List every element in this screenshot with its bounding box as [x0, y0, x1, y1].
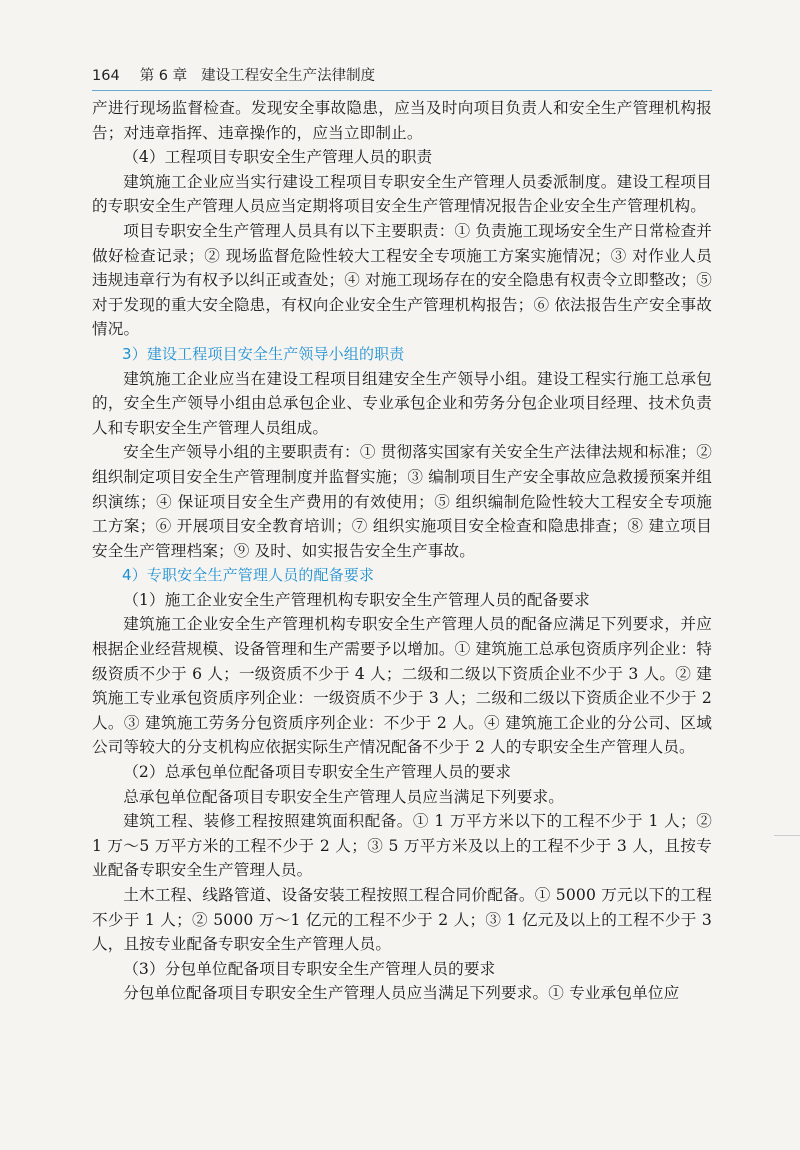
margin-mark: [774, 835, 800, 836]
body-paragraph: 建筑施工企业应当实行建设工程项目专职安全生产管理人员委派制度。建设工程项目的专职安全生产管理人员应当定期将项目安全生产管理情况报告企业安全生产管理机构。: [92, 172, 712, 216]
page-header: [92, 64, 712, 91]
subsection-heading: （4）工程项目专职安全生产管理人员的职责: [123, 148, 433, 167]
body-paragraph: 分包单位配备项目专职安全生产管理人员应当满足下列要求。① 专业承包单位应: [123, 984, 680, 1003]
body-paragraph: 安全生产领导小组的主要职责有：① 贯彻落实国家有关安全生产法律法规和标准；② 组织制定项目安全生产管理制度并监督实施；③ 编制项目生产安全事故应急救援预案并组织演练；④ 保证项目安全生产费用的有效使用；⑤ 组织编制危险性较大工程安全专项施工方案；⑥ 开展项目安全教育培训；⑦ 组织实施项目安全检查和隐患排查；⑧ 建立项目安全生产管理档案；⑨ 及时、如实报告安全生产事故。: [92, 443, 712, 560]
page-number: 164: [92, 68, 120, 84]
section-heading: 4）专职安全生产管理人员的配备要求: [122, 566, 375, 585]
chapter-title: 建设工程安全生产法律制度: [201, 68, 376, 84]
body-paragraph: 总承包单位配备项目专职安全生产管理人员应当满足下列要求。: [123, 787, 565, 806]
body-paragraph: 产进行现场监督检查。发现安全事故隐患，应当及时向项目负责人和安全生产管理机构报告；对违章指挥、违章操作的，应当立即制止。: [92, 99, 712, 142]
subsection-heading: （3）分包单位配备项目专职安全生产管理人员的要求: [123, 959, 496, 978]
body-paragraph: 土木工程、线路管道、设备安装工程按照工程合同价配备。① 5000 万元以下的工程不少于 1 人；② 5000 万～1 亿元的工程不少于 2 人；③ 1 亿元及以上的工程不少于 3 人，且按专业配备专职安全生产管理人员。: [92, 886, 712, 954]
section-heading: 3）建设工程项目安全生产领导小组的职责: [122, 344, 405, 363]
body-paragraph: 建筑工程、装修工程按照建筑面积配备。① 1 万平方米以下的工程不少于 1 人；② 1 万～5 万平方米的工程不少于 2 人；③ 5 万平方米及以上的工程不少于 3 人，且按专业配备专职安全生产管理人员。: [92, 812, 712, 880]
body-paragraph: 项目专职安全生产管理人员具有以下主要职责：① 负责施工现场安全生产日常检查并做好检查记录；② 现场监督危险性较大工程安全专项施工方案实施情况；③ 对作业人员违规违章行为有权予以纠正或查处；④ 对施工现场存在的安全隐患有权责令立即整改；⑤ 对于发现的重大安全隐患，有权向企业安全生产管理机构报告；⑥ 依法报告生产安全事故情况。: [92, 221, 712, 339]
subsection-heading: （1）施工企业安全生产管理机构专职安全生产管理人员的配备要求: [123, 590, 590, 609]
body-paragraph: 建筑施工企业安全生产管理机构专职安全生产管理人员的配备应满足下列要求，并应根据企业经营规模、设备管理和生产需要予以增加。① 建筑施工总承包资质序列企业：特级资质不少于 6 人；一级资质不少于 4 人；二级和二级以下资质企业不少于 3 人。② 建筑施工专业承包资质序列企业：一级资质不少于 3 人；二级和二级以下资质企业不少于 2 人。③ 建筑施工劳务分包资质序列企业：不少于 2 人。④ 建筑施工企业的分公司、区域公司等较大的分支机构应依据实际生产情况配备不少于 2 人的专职安全生产管理人员。: [92, 615, 712, 757]
subsection-heading: （2）总承包单位配备项目专职安全生产管理人员的要求: [123, 763, 512, 782]
body-paragraph: 建筑施工企业应当在建设工程项目组建安全生产领导小组。建设工程实行施工总承包的，安全生产领导小组由总承包企业、专业承包企业和劳务分包企业项目经理、技术负责人和专职安全生产管理人员组成。: [92, 369, 712, 437]
chapter-label: 第 6 章: [139, 68, 188, 84]
page-body: [92, 96, 712, 1006]
